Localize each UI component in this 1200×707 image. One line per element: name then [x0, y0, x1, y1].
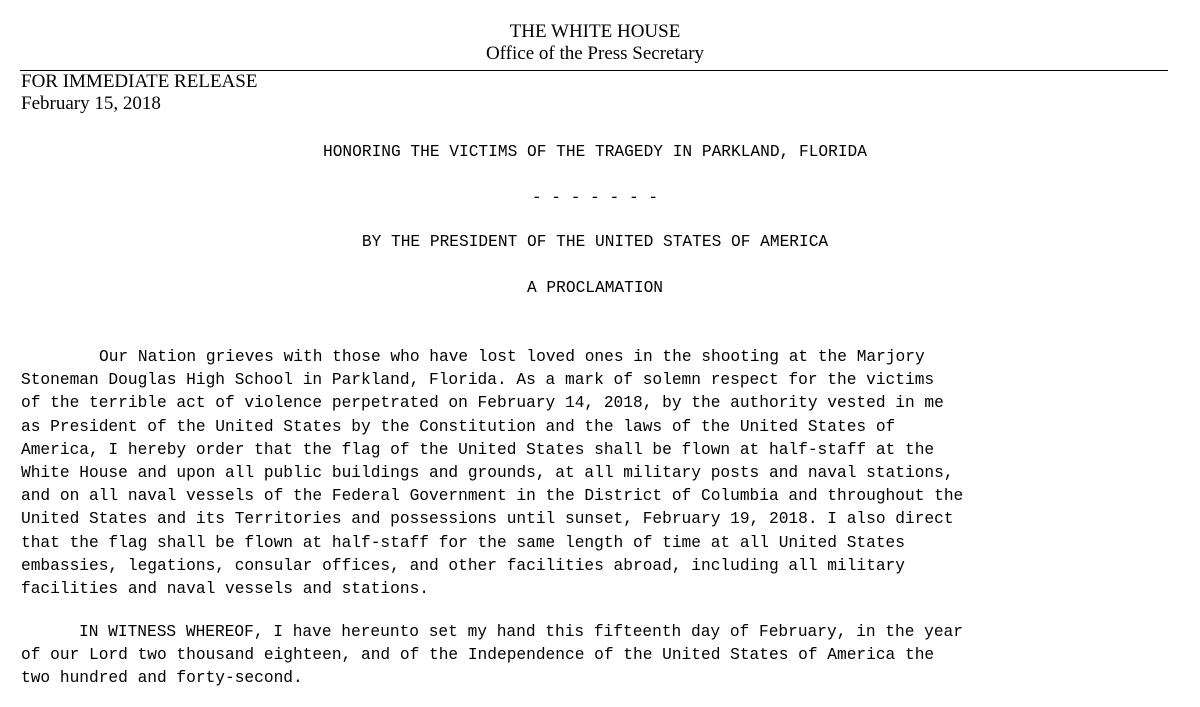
release-label: FOR IMMEDIATE RELEASE: [21, 71, 258, 92]
by-the-president-line: BY THE PRESIDENT OF THE UNITED STATES OF AMERICA: [361, 233, 829, 251]
witness-paragraph: IN WITNESS WHEREOF, I have hereunto set my hand this fifteenth day of February, in the year of our Lord two thousand eighteen, and of the Independence of the United States of America the two hundred and forty-second.: [21, 623, 963, 688]
title-separator: - - - - - - -: [531, 189, 659, 207]
body-paragraph: Our Nation grieves with those who have lost loved ones in the shooting at the Marjory Stoneman Douglas High School in Parkland, Florida. As a mark of solemn respect for the victims of the terrible act of violence perpetrated on February 14, 2018, by the authority vested in me as President of the United States by the Constitution and the laws of the United States of America, I hereby order that the flag of the United States shall be flown at half-staff at the White House and upon all public buildings and grounds, at all military posts and naval stations, and on all naval vessels of the Federal Government in the District of Columbia and throughout the United States and its Territories and possessions until sunset, February 19, 2018. I also direct that the flag shall be flown at half-staff for the same length of time at all United States embassies, legations, consular offices, and other facilities abroad, including all military facilities and naval vessels and stations.: [21, 348, 964, 599]
agency-name: THE WHITE HOUSE: [509, 21, 681, 42]
proclamation-label: A PROCLAMATION: [527, 279, 663, 297]
office-name: Office of the Press Secretary: [485, 43, 705, 64]
release-date: February 15, 2018: [21, 93, 161, 114]
proclamation-title: HONORING THE VICTIMS OF THE TRAGEDY IN PARKLAND, FLORIDA: [323, 143, 867, 161]
